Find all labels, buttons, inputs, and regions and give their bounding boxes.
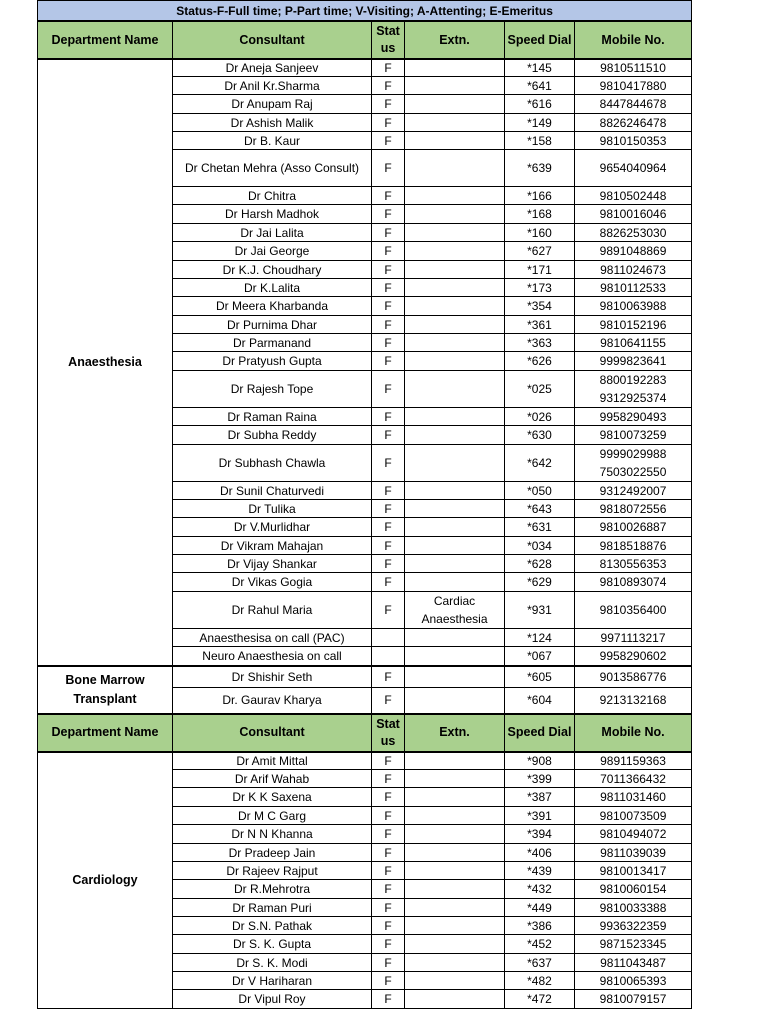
status-code: F [372,334,405,352]
status-code: F [372,917,405,935]
mobile-number: 9810073509 [575,807,692,825]
consultant-name: Dr Arif Wahab [173,770,372,788]
speed-dial: *908 [505,752,575,770]
speed-dial: *025 [505,371,575,408]
header-speed-dial: Speed Dial [505,21,575,59]
mobile-number: 9999823641 [575,352,692,371]
extension [405,132,505,150]
extension [405,334,505,352]
status-code: F [372,990,405,1009]
status-code: F [372,150,405,187]
mobile-number: 9810641155 [575,334,692,352]
speed-dial: *630 [505,426,575,445]
consultant-name: Dr Shishir Seth [173,666,372,688]
status-code: F [372,862,405,880]
status-code: F [372,205,405,224]
speed-dial: *067 [505,647,575,666]
status-code: F [372,242,405,261]
extension [405,666,505,688]
column-header-row [38,21,692,59]
consultant-name: Dr N N Khanna [173,825,372,844]
status-code: F [372,666,405,688]
speed-dial: *628 [505,555,575,573]
mobile-number: 9810356400 [575,592,692,629]
extension [405,825,505,844]
mobile-number: 9312492007 [575,482,692,500]
mobile-number: 9958290493 [575,408,692,426]
header-mobile: Mobile No. [575,714,692,752]
consultant-name: Dr Anil Kr.Sharma [173,77,372,95]
speed-dial: *391 [505,807,575,825]
status-legend: Status-F-Full time; P-Part time; V-Visiting; A-Attenting; E-Emeritus [38,1,692,22]
table-body [38,1,692,1009]
consultant-name: Dr K K Saxena [173,788,372,807]
mobile-number: 9810494072 [575,825,692,844]
consultant-name: Dr Vijay Shankar [173,555,372,573]
department-name: Anaesthesia [38,59,173,666]
extension [405,935,505,954]
speed-dial: *149 [505,114,575,132]
consultant-name: Dr Ashish Malik [173,114,372,132]
mobile-number: 8826246478 [575,114,692,132]
consultant-name: Dr Subhash Chawla [173,445,372,482]
consultant-name: Dr Jai Lalita [173,224,372,242]
speed-dial: *626 [505,352,575,371]
mobile-number: 8130556353 [575,555,692,573]
extension [405,114,505,132]
mobile-number: 9810016046 [575,205,692,224]
extension [405,352,505,371]
mobile-number: 9891048869 [575,242,692,261]
status-code: F [372,807,405,825]
mobile-number: 9810079157 [575,990,692,1009]
consultant-name: Dr Amit Mittal [173,752,372,770]
status-code: F [372,555,405,573]
consultant-name: Dr Rajesh Tope [173,371,372,408]
status-code: F [372,844,405,862]
consultant-name: Dr B. Kaur [173,132,372,150]
extension: Cardiac Anaesthesia [405,592,505,629]
speed-dial: *604 [505,688,575,714]
consultant-name: Dr K.Lalita [173,279,372,297]
status-code: F [372,935,405,954]
status-code: F [372,972,405,990]
status-code: F [372,224,405,242]
consultant-name: Dr Aneja Sanjeev [173,59,372,77]
extension [405,261,505,279]
speed-dial: *449 [505,899,575,917]
mobile-number: 9999029988 7503022550 [575,445,692,482]
status-code: F [372,573,405,592]
mobile-number: 9654040964 [575,150,692,187]
mobile-number: 9871523345 [575,935,692,954]
speed-dial: *439 [505,862,575,880]
mobile-number: 9810060154 [575,880,692,899]
status-code: F [372,426,405,445]
speed-dial: *173 [505,279,575,297]
status-code: F [372,77,405,95]
mobile-number: 9810065393 [575,972,692,990]
mobile-number: 9958290602 [575,647,692,666]
header-mobile: Mobile No. [575,21,692,59]
extension [405,647,505,666]
mobile-number: 9971113217 [575,629,692,647]
consultant-name: Dr R.Mehrotra [173,880,372,899]
consultant-name: Dr Chetan Mehra (Asso Consult) [173,150,372,187]
speed-dial: *641 [505,77,575,95]
consultant-name: Dr V.Murlidhar [173,518,372,537]
extension [405,242,505,261]
speed-dial: *171 [505,261,575,279]
mobile-number: 9810152196 [575,316,692,334]
mobile-number: 9810013417 [575,862,692,880]
extension [405,555,505,573]
mobile-number: 9810150353 [575,132,692,150]
extension [405,862,505,880]
status-code: F [372,899,405,917]
extension [405,59,505,77]
header-speed-dial: Speed Dial [505,714,575,752]
mobile-number: 8826253030 [575,224,692,242]
extension [405,95,505,114]
mobile-number: 9810893074 [575,573,692,592]
extension [405,880,505,899]
status-code: F [372,316,405,334]
status-code: F [372,752,405,770]
extension [405,371,505,408]
status-code [372,647,405,666]
extension [405,899,505,917]
extension [405,224,505,242]
mobile-number: 9891159363 [575,752,692,770]
mobile-number: 9936322359 [575,917,692,935]
extension [405,316,505,334]
mobile-number: 8800192283 9312925374 [575,371,692,408]
extension [405,187,505,205]
consultant-name: Dr Jai George [173,242,372,261]
mobile-number: 7011366432 [575,770,692,788]
extension [405,990,505,1009]
speed-dial: *643 [505,500,575,518]
consultant-name: Dr S. K. Gupta [173,935,372,954]
consultant-name: Dr S. K. Modi [173,954,372,972]
table-row [38,59,692,77]
mobile-number: 9013586776 [575,666,692,688]
mobile-number: 9810112533 [575,279,692,297]
status-code: F [372,261,405,279]
consultant-name: Dr Purnima Dhar [173,316,372,334]
consultant-directory-table [37,0,692,1009]
speed-dial: *026 [505,408,575,426]
status-code: F [372,132,405,150]
mobile-number: 9810502448 [575,187,692,205]
status-code: F [372,954,405,972]
status-code: F [372,482,405,500]
column-header-row [38,714,692,752]
speed-dial: *034 [505,537,575,555]
speed-dial: *432 [505,880,575,899]
extension [405,807,505,825]
extension [405,426,505,445]
mobile-number: 9810063988 [575,297,692,316]
speed-dial: *158 [505,132,575,150]
status-code [372,629,405,647]
consultant-name: Dr Vipul Roy [173,990,372,1009]
header-extn: Extn. [405,714,505,752]
mobile-number: 9810033388 [575,899,692,917]
mobile-number: 9811031460 [575,788,692,807]
speed-dial: *616 [505,95,575,114]
extension [405,482,505,500]
header-department: Department Name [38,21,173,59]
header-department: Department Name [38,714,173,752]
extension [405,150,505,187]
speed-dial: *482 [505,972,575,990]
speed-dial: *361 [505,316,575,334]
header-status: Stat us [372,714,405,752]
extension [405,788,505,807]
mobile-number: 9811039039 [575,844,692,862]
speed-dial: *605 [505,666,575,688]
speed-dial: *354 [505,297,575,316]
status-code: F [372,788,405,807]
consultant-name: Dr Pradeep Jain [173,844,372,862]
speed-dial: *406 [505,844,575,862]
speed-dial: *642 [505,445,575,482]
consultant-name: Dr Vikas Gogia [173,573,372,592]
consultant-name: Dr. Gaurav Kharya [173,688,372,714]
consultant-name: Dr Vikram Mahajan [173,537,372,555]
speed-dial: *629 [505,573,575,592]
speed-dial: *472 [505,990,575,1009]
header-extn: Extn. [405,21,505,59]
directory-sheet [37,0,691,1009]
status-legend-row [38,1,692,22]
consultant-name: Dr S.N. Pathak [173,917,372,935]
consultant-name: Dr Subha Reddy [173,426,372,445]
mobile-number: 9811024673 [575,261,692,279]
header-consultant: Consultant [173,21,372,59]
speed-dial: *050 [505,482,575,500]
speed-dial: *160 [505,224,575,242]
speed-dial: *399 [505,770,575,788]
consultant-name: Dr Anupam Raj [173,95,372,114]
mobile-number: 9810026887 [575,518,692,537]
status-code: F [372,880,405,899]
consultant-name: Dr Raman Raina [173,408,372,426]
speed-dial: *627 [505,242,575,261]
mobile-number: 9811043487 [575,954,692,972]
extension [405,445,505,482]
consultant-name: Dr Raman Puri [173,899,372,917]
header-consultant: Consultant [173,714,372,752]
status-code: F [372,688,405,714]
status-code: F [372,95,405,114]
consultant-name: Dr V Hariharan [173,972,372,990]
speed-dial: *386 [505,917,575,935]
extension [405,205,505,224]
extension [405,629,505,647]
speed-dial: *363 [505,334,575,352]
consultant-name: Dr Pratyush Gupta [173,352,372,371]
consultant-name: Dr Chitra [173,187,372,205]
speed-dial: *124 [505,629,575,647]
consultant-name: Dr Sunil Chaturvedi [173,482,372,500]
status-code: F [372,825,405,844]
mobile-number: 9818072556 [575,500,692,518]
status-code: F [372,537,405,555]
department-name: Bone Marrow Transplant [38,666,173,714]
status-code: F [372,770,405,788]
extension [405,917,505,935]
extension [405,408,505,426]
mobile-number: 9213132168 [575,688,692,714]
consultant-name: Dr Parmanand [173,334,372,352]
status-code: F [372,187,405,205]
consultant-name: Dr M C Garg [173,807,372,825]
status-code: F [372,408,405,426]
mobile-number: 9818518876 [575,537,692,555]
extension [405,573,505,592]
mobile-number: 8447844678 [575,95,692,114]
table-row [38,752,692,770]
status-code: F [372,279,405,297]
consultant-name: Dr Rahul Maria [173,592,372,629]
extension [405,844,505,862]
header-status: Stat us [372,21,405,59]
consultant-name: Dr Rajeev Rajput [173,862,372,880]
mobile-number: 9810511510 [575,59,692,77]
extension [405,688,505,714]
status-code: F [372,59,405,77]
extension [405,752,505,770]
status-code: F [372,518,405,537]
extension [405,279,505,297]
mobile-number: 9810417880 [575,77,692,95]
speed-dial: *394 [505,825,575,844]
extension [405,537,505,555]
consultant-name: Dr Meera Kharbanda [173,297,372,316]
speed-dial: *931 [505,592,575,629]
status-code: F [372,500,405,518]
department-name: Cardiology [38,752,173,1009]
speed-dial: *637 [505,954,575,972]
extension [405,770,505,788]
speed-dial: *387 [505,788,575,807]
status-code: F [372,297,405,316]
extension [405,77,505,95]
table-row [38,666,692,688]
consultant-name: Dr Harsh Madhok [173,205,372,224]
speed-dial: *631 [505,518,575,537]
status-code: F [372,352,405,371]
speed-dial: *166 [505,187,575,205]
consultant-name: Dr Tulika [173,500,372,518]
speed-dial: *168 [505,205,575,224]
extension [405,954,505,972]
extension [405,500,505,518]
status-code: F [372,592,405,629]
speed-dial: *145 [505,59,575,77]
extension [405,518,505,537]
consultant-name: Neuro Anaesthesia on call [173,647,372,666]
extension [405,972,505,990]
extension [405,297,505,316]
speed-dial: *452 [505,935,575,954]
status-code: F [372,371,405,408]
status-code: F [372,114,405,132]
consultant-name: Anaesthesisa on call (PAC) [173,629,372,647]
status-code: F [372,445,405,482]
consultant-name: Dr K.J. Choudhary [173,261,372,279]
speed-dial: *639 [505,150,575,187]
mobile-number: 9810073259 [575,426,692,445]
